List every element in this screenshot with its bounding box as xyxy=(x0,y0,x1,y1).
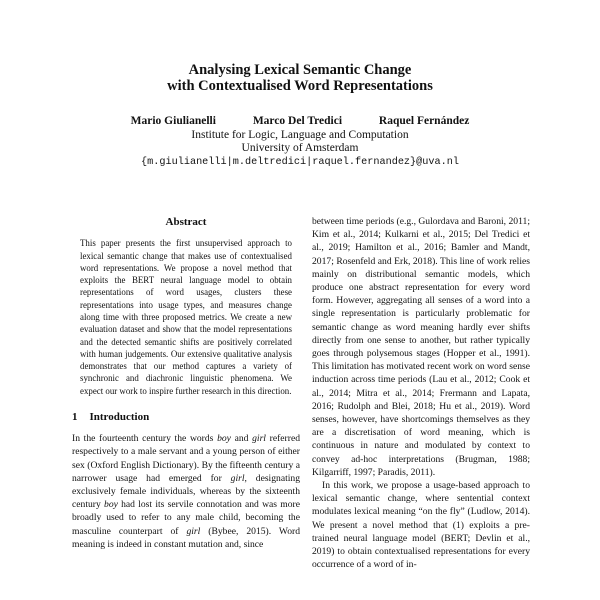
university: University of Amsterdam xyxy=(241,142,359,154)
section-number: 1 xyxy=(72,411,78,424)
author-names xyxy=(0,115,600,129)
term-girl: girl xyxy=(230,472,245,484)
term-boy: boy xyxy=(104,499,118,511)
body-paragraph-2: In this work, we propose a usage-based approach to lexical semantic change, where sentential context modulates lexical meaning “on the fly” (Ludlow, 2014). We present a novel method that (1) exploits a pre-trained neural language model (BERT; Devlin et al., 2019) to obtain contextualised representations for every occurrence of a word of in- xyxy=(312,480,530,571)
right-column xyxy=(312,215,530,571)
abstract-heading: Abstract xyxy=(165,216,207,228)
intro-paragraph: In the fourteenth century the words boy and girl referred respectively to a male servant and a young person of either sex (Oxford English Dictionary). By the fifteenth century a narrower usage had emerged for girl, designating exclusively female individuals, whereas by the sixteenth century boy had lost its servile connotation and was more broadly used to refer to any male child, becoming the masculine counterpart of girl (Bybee, 2015). Word meaning is indeed in constant mutation and, since xyxy=(72,433,300,550)
abstract-text: This paper presents the first unsupervised approach to lexical semantic change that makes use of contextualised word representations. We propose a novel method that exploits the BERT neural language model to obtain representations of word usages, clusters these representations into usage types, and measures change along time with three proposed metrics. We create a new evaluation dataset and show that the model representations and the detected semantic shifts are positively correlated with human judgements. Our extensive qualitative analysis demonstrates that our method captures a variety of synchronic and diachronic linguistic phenomena. We expect our work to inspire further research in this direction. xyxy=(80,238,292,396)
title-line-2: with Contextualised Word Representations xyxy=(167,78,433,94)
term-boy: boy xyxy=(217,433,231,445)
section-title: Introduction xyxy=(89,411,150,424)
paper-title xyxy=(0,62,600,94)
affiliation: Institute for Logic, Language and Computation xyxy=(191,128,409,141)
left-column xyxy=(72,216,300,551)
section-heading-introduction xyxy=(72,411,300,424)
author-block xyxy=(0,115,600,169)
body-paragraph-1: between time periods (e.g., Gulordava and Baroni, 2011; Kim et al., 2014; Kulkarni et al., 2015; Del Tredici et al., 2019; Hamilton et al., 2016; Bamler and Mandt, 2017; Rosenfeld and Erk, 2018). This line of work relies mainly on distributional semantic models, which produce one abstract representation for every word form. However, aggregating all senses of a word into a single representation is particularly problematic for semantic change as word meaning hardly ever shifts directly from one sense to another, but rather typically goes through polysemous stages (Hopper et al., 1991). This limitation has motivated recent work on word sense induction across time periods (Lau et al., 2012; Cook et al., 2014; Mitra et al., 2014; Frermann and Lapata, 2016; Rudolph and Blei, 2018; Hu et al., 2019). Word senses, however, have shortcomings themselves as they are a discretisation of word meaning, which is continuous in nature and modulated by context to convey ad-hoc interpretations (Brugman, 1988; Kilgarriff, 1997; Paradis, 2011). xyxy=(312,216,530,478)
author-2: Marco Del Tredici xyxy=(252,115,343,127)
term-girl: girl xyxy=(186,525,201,537)
title-line-1: Analysing Lexical Semantic Change xyxy=(188,62,412,78)
term-girl: girl xyxy=(252,433,266,445)
author-3: Raquel Fernández xyxy=(378,115,470,127)
author-1: Mario Giulianelli xyxy=(130,115,216,127)
author-emails: {m.giulianelli|m.deltredici|raquel.fernandez}@uva.nl xyxy=(141,156,459,168)
